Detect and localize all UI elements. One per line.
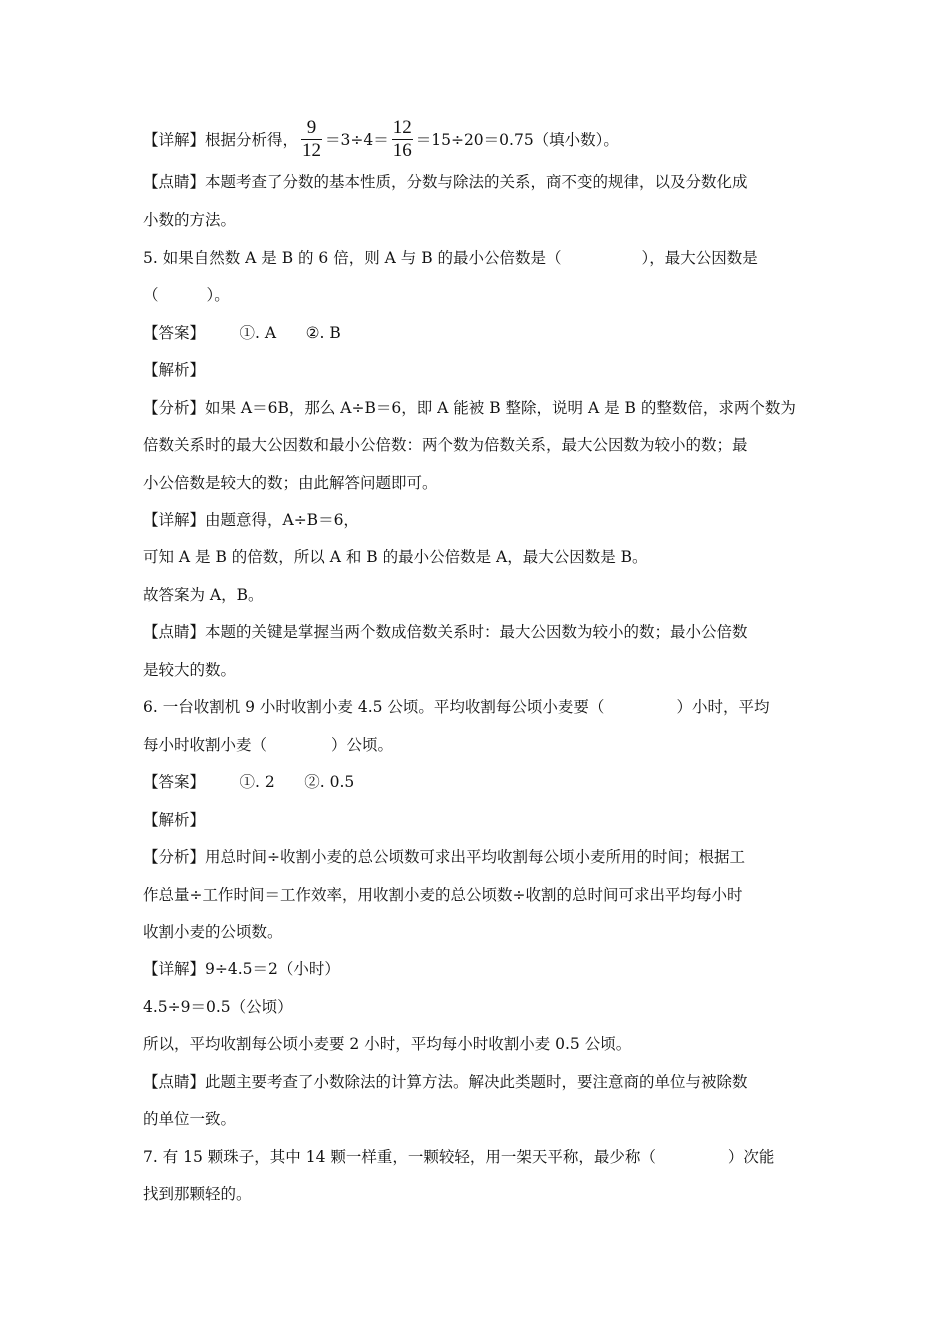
q4-point-line2: 小数的方法。 — [143, 211, 237, 229]
q4-detail-line — [143, 117, 810, 162]
q5-question-a: 5. 如果自然数 A 是 B 的 6 倍，则 A 与 B 的最小公倍数是（ — [143, 249, 562, 267]
q6-analysis-line3: 收割小麦的公顷数。 — [143, 923, 283, 941]
fraction-denominator: 16 — [392, 140, 412, 161]
q6-question-a: 6. 一台收割机 9 小时收割小麦 4.5 公顷。平均收割每公顷小麦要（ — [143, 698, 605, 716]
q6-detail-line3: 所以，平均收割每公顷小麦要 2 小时，平均每小时收割小麦 0.5 公顷。 — [143, 1035, 632, 1053]
q5-point-line2: 是较大的数。 — [143, 661, 237, 679]
q5-question-line1 — [143, 247, 810, 269]
fraction-9-12 — [301, 117, 322, 162]
q5-analysis-title: 【解析】 — [143, 361, 206, 379]
q5-point-line1: 【点睛】本题的关键是掌握当两个数成倍数关系时：最大公因数为较小的数；最小公倍数 — [143, 623, 748, 641]
q5-question-line2 — [143, 284, 810, 306]
q7-question-line1 — [143, 1146, 810, 1168]
q6-answer: 【答案】 ①. 2 ②. 0.5 — [143, 773, 355, 791]
q7-question-a: 7. 有 15 颗珠子，其中 14 颗一样重，一颗较轻，用一架天平称，最少称（ — [143, 1148, 656, 1166]
q6-analysis-line2: 作总量÷工作时间＝工作效率，用收割小麦的总公顷数÷收割的总时间可求出平均每小时 — [143, 886, 743, 904]
q5-detail-line2: 可知 A 是 B 的倍数，所以 A 和 B 的最小公倍数是 A，最大公因数是 B。 — [143, 548, 648, 566]
q5-detail-line1: 【详解】由题意得，A÷B＝6， — [143, 511, 359, 529]
q6-point-line1: 【点睛】此题主要考查了小数除法的计算方法。解决此类题时，要注意商的单位与被除数 — [143, 1073, 748, 1091]
q6-detail-line1: 【详解】9÷4.5＝2（小时） — [143, 960, 340, 978]
q4-detail-prefix: 【详解】根据分析得， — [143, 130, 299, 149]
q5-question-b: ），最大公因数是 — [641, 249, 758, 267]
q4-detail-suffix: ＝15÷20＝0.75（填小数）。 — [415, 130, 619, 149]
fraction-denominator: 12 — [302, 140, 322, 161]
q5-question-c: （ — [143, 286, 159, 304]
q6-question-d: ）公顷。 — [331, 736, 394, 754]
fraction-12-16 — [392, 117, 413, 162]
q6-detail-line2: 4.5÷9＝0.5（公顷） — [143, 998, 293, 1016]
q5-analysis-line1: 【分析】如果 A＝6B，那么 A÷B＝6，即 A 能被 B 整除，说明 A 是 B 的整数倍，求两个数为 — [143, 399, 796, 417]
q5-question-d: ）。 — [206, 286, 230, 304]
q7-question-b: ）次能 — [727, 1148, 775, 1166]
q6-point-line2: 的单位一致。 — [143, 1110, 237, 1128]
fraction-numerator: 9 — [306, 117, 317, 138]
q4-point-line1: 【点睛】本题考查了分数的基本性质，分数与除法的关系，商不变的规律，以及分数化成 — [143, 173, 748, 191]
q7-question-line2: 找到那颗轻的。 — [143, 1185, 252, 1203]
q6-question-line2 — [143, 734, 810, 756]
q5-detail-line3: 故答案为 A，B。 — [143, 586, 264, 604]
q5-answer: 【答案】 ①. A ②. B — [143, 324, 341, 342]
fraction-numerator: 12 — [392, 117, 412, 138]
q4-detail-mid: ＝3÷4＝ — [325, 130, 389, 149]
q6-question-b: ）小时，平均 — [676, 698, 770, 716]
q5-analysis-line3: 小公倍数是较大的数；由此解答问题即可。 — [143, 474, 438, 492]
q5-analysis-line2: 倍数关系时的最大公因数和最小公倍数：两个数为倍数关系，最大公因数为较小的数；最 — [143, 436, 748, 454]
q6-question-c: 每小时收割小麦（ — [143, 736, 268, 754]
q6-analysis-title: 【解析】 — [143, 811, 206, 829]
q6-analysis-line1: 【分析】用总时间÷收割小麦的总公顷数可求出平均收割每公顷小麦所用的时间；根据工 — [143, 848, 745, 866]
q6-question-line1 — [143, 696, 810, 718]
